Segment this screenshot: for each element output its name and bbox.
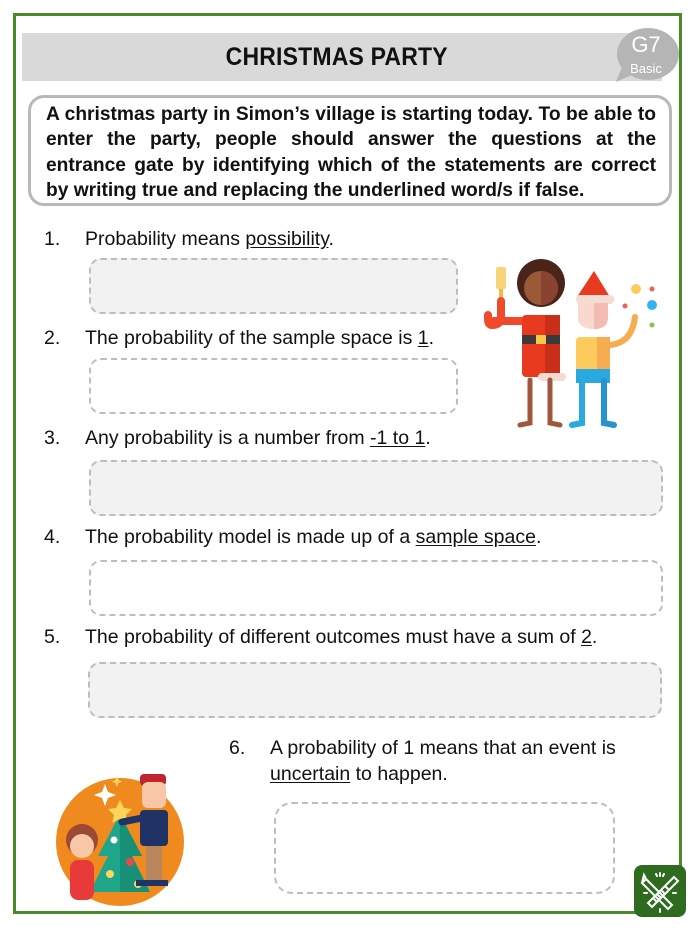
party-people-illustration: [482, 255, 672, 435]
pencil-ruler-logo-icon: [634, 865, 686, 917]
level-label: Basic: [630, 61, 662, 76]
question-text: The probability of the sample space is: [85, 327, 418, 349]
question-punct: .: [591, 626, 598, 648]
question-text: The probability of different outcomes must have a sum of: [85, 626, 582, 648]
question-punct: to happen.: [350, 763, 448, 785]
underlined-term: possibility: [245, 228, 329, 250]
question-text: Probability means: [85, 228, 246, 250]
question-punct: .: [535, 526, 542, 548]
title-bar: [22, 33, 662, 81]
question-number: 5.: [44, 626, 61, 648]
question-number: 2.: [44, 327, 61, 349]
question-text: The probability model is made up of a: [85, 526, 416, 548]
question-number: 4.: [44, 526, 61, 548]
question-6: [229, 735, 649, 795]
instructions-text: A christmas party in Simon’s village is starting today. To be able to enter the party, people should answer the questions at the entrance gate by identifying which of the statements are correct by writing true and replacing the underlined word/s if false.: [46, 104, 656, 202]
answer-box-4[interactable]: [89, 560, 663, 616]
grade-badge: [612, 27, 680, 83]
answer-box-5[interactable]: [88, 662, 662, 718]
question-text: Any probability is a number from: [85, 427, 371, 449]
underlined-term: uncertain: [270, 763, 351, 785]
question-punct: .: [428, 327, 435, 349]
grade-label: G7: [631, 32, 661, 57]
answer-box-2[interactable]: [89, 358, 458, 414]
underlined-term: sample space: [415, 526, 536, 548]
page-title: CHRISTMAS PARTY: [225, 42, 449, 71]
question-number: 1.: [44, 228, 61, 250]
brand-logo: [634, 865, 686, 917]
question-number: 6.: [229, 737, 246, 759]
christmas-tree-illustration: [50, 770, 190, 910]
question-punct: .: [328, 228, 334, 250]
underlined-term: -1 to 1: [370, 427, 426, 449]
two-people-celebrating-icon: [482, 255, 672, 435]
underlined-term: 1: [417, 327, 429, 349]
question-punct: .: [425, 427, 431, 449]
answer-box-3[interactable]: [89, 460, 663, 516]
decorating-christmas-tree-icon: [50, 770, 190, 910]
question-text: A probability of 1 means that an event is: [270, 737, 616, 759]
answer-box-1[interactable]: [89, 258, 458, 314]
question-number: 3.: [44, 427, 61, 449]
answer-box-6[interactable]: [274, 802, 615, 894]
instructions-box: [28, 95, 672, 206]
underlined-term: 2: [581, 626, 592, 648]
